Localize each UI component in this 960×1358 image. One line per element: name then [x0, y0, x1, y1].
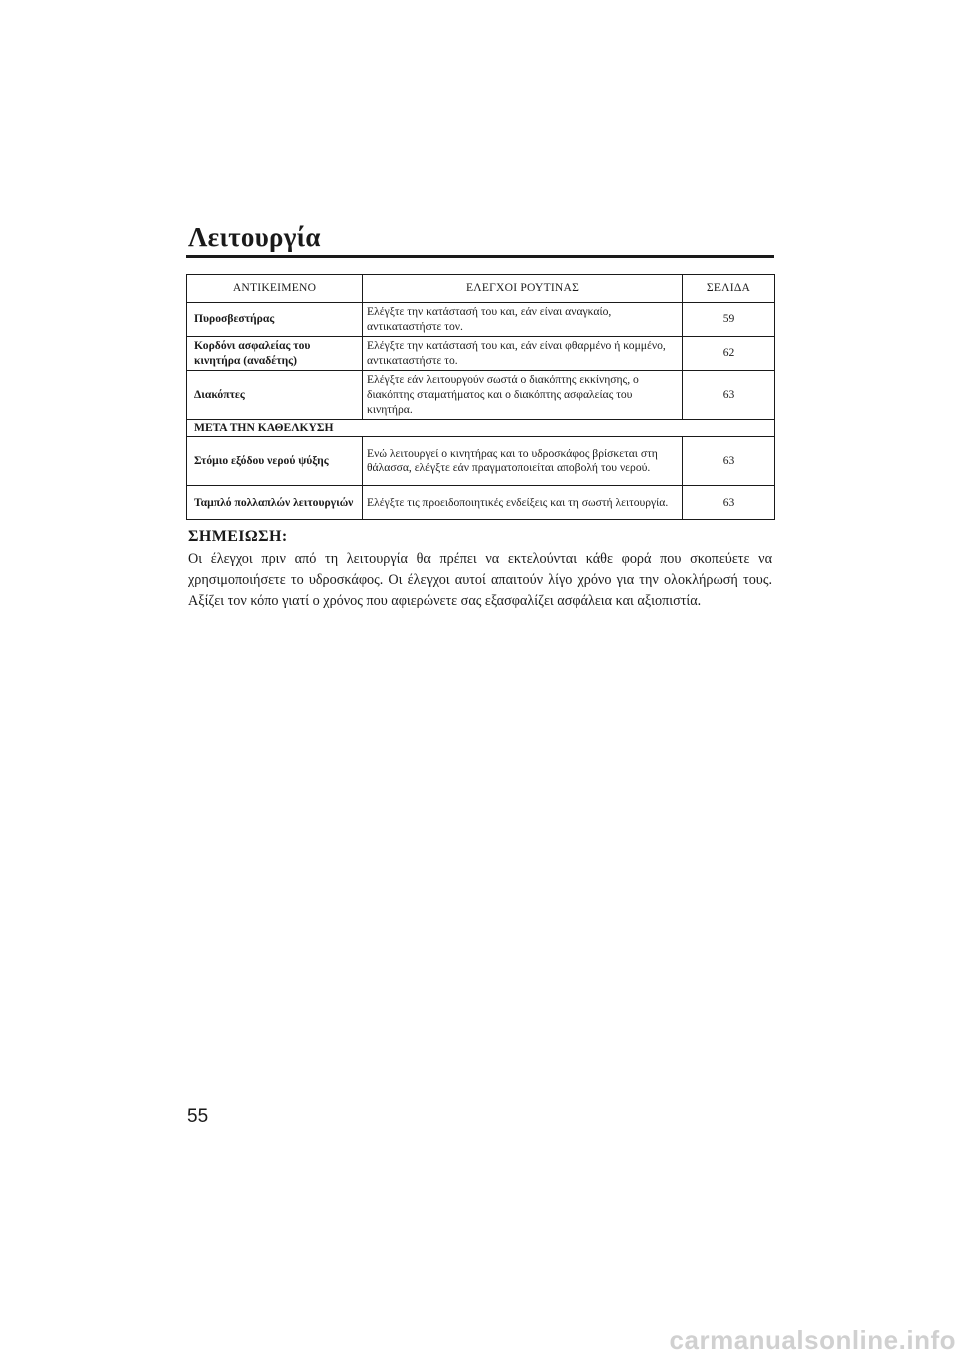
table-header-row [187, 275, 775, 303]
row-page: 62 [683, 337, 775, 371]
note-heading: ΣΗΜΕΙΩΣΗ: [188, 528, 288, 545]
note-body: Οι έλεγχοι πριν από τη λειτουργία θα πρέπει να εκτελούνται κάθε φορά που σκοπεύετε να χρησιμοποιήσετε το υδροσκάφος. Οι έλεγχοι αυτοί απαιτούν λίγο χρόνο για την ολοκλήρωσή τους. Αξίζει τον κόπο γιατί ο χρόνος που αφιερώνετε σας εξασφαλίζει ασφάλεια και αξιοπιστία. [188, 551, 772, 609]
row-check: Ελέγξτε την κατάστασή του και, εάν είναι αναγκαίο, αντικαταστήστε τον. [363, 303, 683, 337]
row-check: Ελέγξτε την κατάστασή του και, εάν είναι φθαρμένο ή κομμένο, αντικαταστήστε το. [363, 337, 683, 371]
row-page: 63 [683, 371, 775, 420]
row-item: Ταμπλό πολλαπλών λειτουργιών [187, 486, 363, 520]
watermark: carmanualsonline.info [669, 1325, 956, 1355]
row-item: Κορδόνι ασφαλείας του κινητήρα (αναδέτης) [187, 337, 363, 371]
row-page: 63 [683, 437, 775, 486]
row-page: 59 [683, 303, 775, 337]
title-rule [186, 255, 774, 258]
row-item: Στόμιο εξόδου νερού ψύξης [187, 437, 363, 486]
row-item: Πυροσβεστήρας [187, 303, 363, 337]
section-row [187, 420, 775, 437]
table-row [187, 303, 775, 337]
row-check: Ελέγξτε εάν λειτουργούν σωστά ο διακόπτης εκκίνησης, ο διακόπτης σταματήματος και ο διακόπτης ασφαλείας του κινητήρα. [363, 371, 683, 420]
row-page: 63 [683, 486, 775, 520]
table-row [187, 337, 775, 371]
header-item: ΑΝΤΙΚΕΙΜΕΝΟ [187, 275, 363, 303]
routine-checks-table [186, 274, 775, 520]
table-row [187, 437, 775, 486]
section-title: ΜΕΤΑ ΤΗΝ ΚΑΘΕΛΚΥΣΗ [187, 420, 775, 437]
page-title: Λειτουργία [188, 222, 321, 252]
row-item: Διακόπτες [187, 371, 363, 420]
table-row [187, 486, 775, 520]
header-page: ΣΕΛΙΔΑ [683, 275, 775, 303]
row-check: Ελέγξτε τις προειδοποιητικές ενδείξεις και τη σωστή λειτουργία. [363, 486, 683, 520]
header-check: ΕΛΕΓΧΟΙ ΡΟΥΤΙΝΑΣ [363, 275, 683, 303]
row-check: Ενώ λειτουργεί ο κινητήρας και το υδροσκάφος βρίσκεται στη θάλασσα, ελέγξτε εάν πραγματοποιείται αποβολή του νερού. [363, 437, 683, 486]
table-row [187, 371, 775, 420]
page-number: 55 [187, 1106, 209, 1127]
